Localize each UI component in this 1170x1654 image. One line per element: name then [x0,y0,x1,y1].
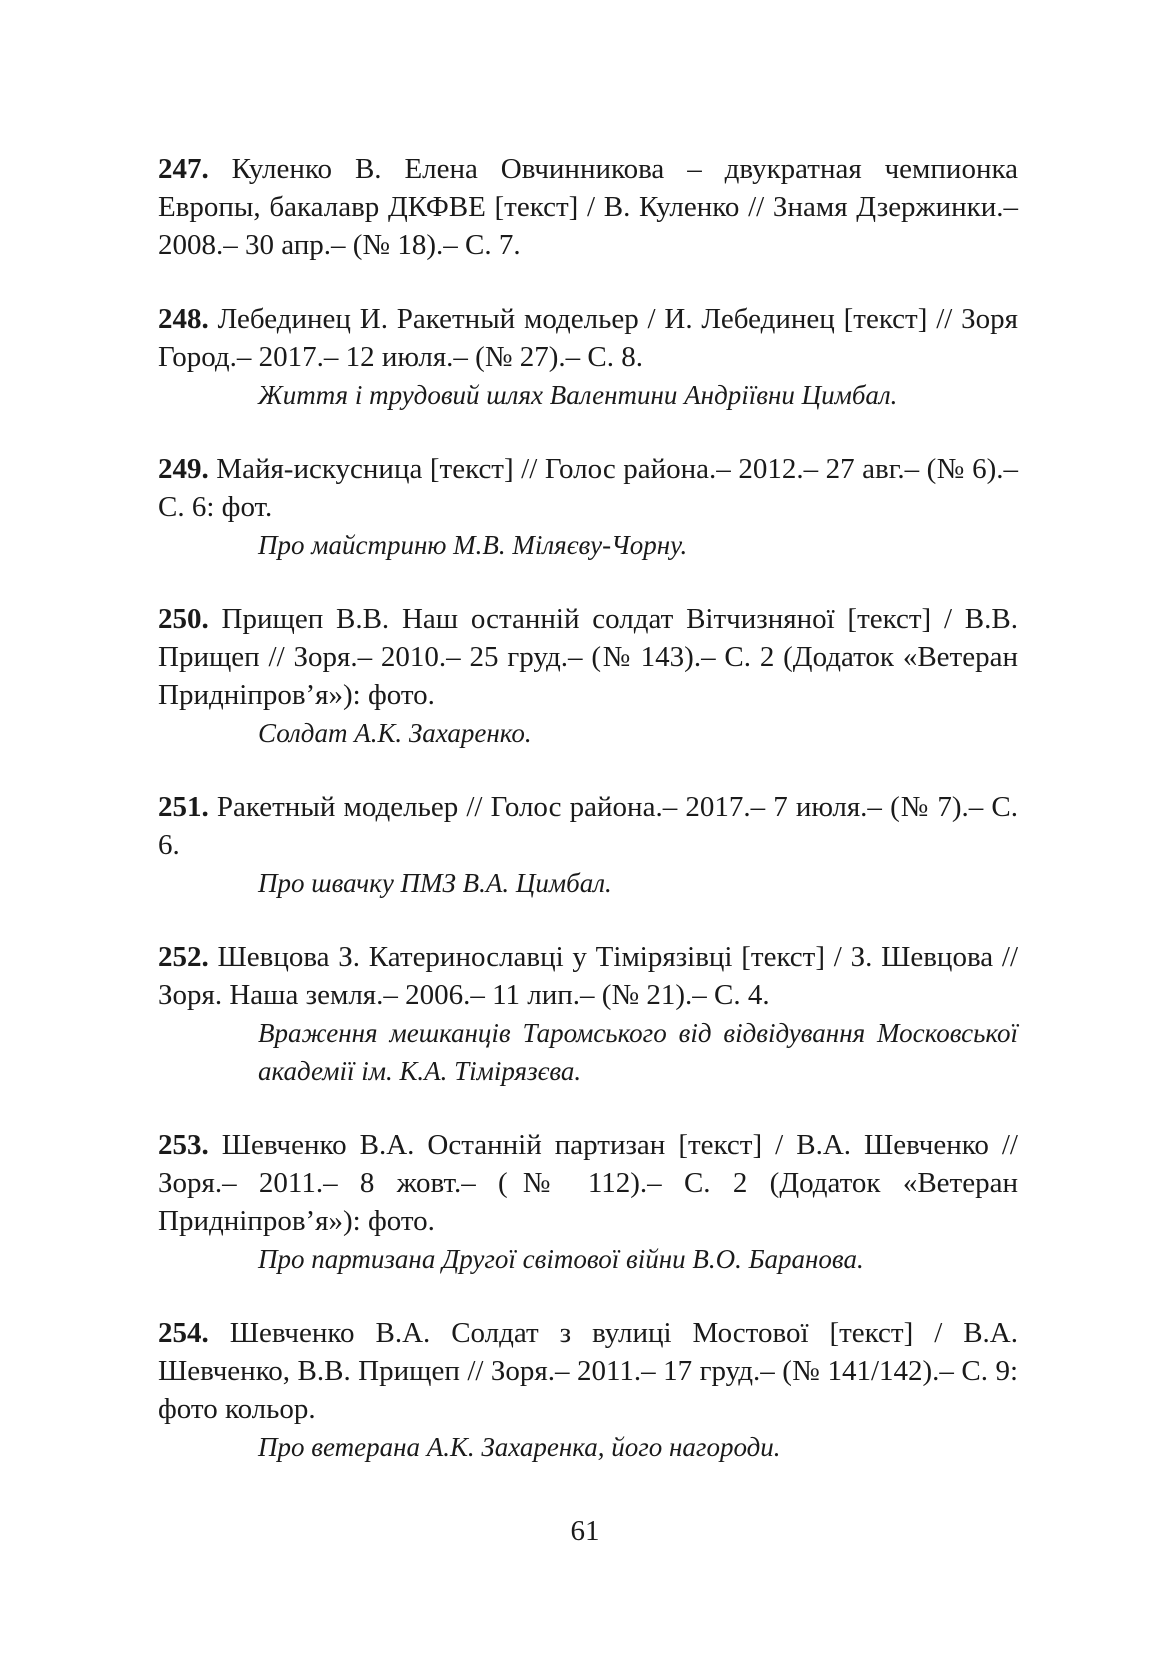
bibliography-entry-254 [158,1314,1018,1466]
entry-number: 249. [158,453,209,485]
entry-annotation: Про ветерана А.К. Захаренка, його нагороди. [258,1432,781,1462]
entry-description: Прищеп В.В. Наш останній солдат Вітчизняної [текст] / В.В. Прищеп // Зоря.– 2010.– 25 груд.– (№ 143).– С. 2 (Додаток «Ветеран Придніпров’я»): фото. [158,603,1018,711]
entry-text [158,450,1018,526]
entry-description: Лебединец И. Ракетный модельер / И. Лебединец [текст] // Зоря Город.– 2017.– 12 июля.– (№ 27).– С. 8. [158,303,1018,373]
entry-text [158,788,1018,864]
entry-number: 247. [158,153,209,185]
entry-description: Шевцова З. Катеринославці у Тімірязівці [текст] / З. Шевцова // Зоря. Наша земля.– 2006.– 11 лип.– (№ 21).– С. 4. [158,941,1018,1011]
bibliography-entry-252 [158,938,1018,1090]
entry-number: 250. [158,603,209,635]
bibliography-entry-248 [158,300,1018,414]
entry-number: 248. [158,303,209,335]
entry-text [158,600,1018,714]
entry-description: Ракетный модельер // Голос района.– 2017.– 7 июля.– (№ 7).– С. 6. [158,791,1018,861]
bibliography-entry-251 [158,788,1018,902]
entry-annotation: Солдат А.К. Захаренко. [258,718,532,748]
entry-annotation: Про швачку ПМЗ В.А. Цимбал. [258,868,612,898]
entry-number: 251. [158,791,209,823]
entry-annotation: Життя і трудовий шлях Валентини Андріївни Цимбал. [258,380,898,410]
entry-text [158,300,1018,376]
entry-number: 254. [158,1317,209,1349]
entry-annotation: Про партизана Другої світової війни В.О. Баранова. [258,1244,864,1274]
bibliography-entry-253 [158,1126,1018,1278]
bibliography-entry-249 [158,450,1018,564]
bibliography-list [158,150,1018,1502]
entry-annotation: Враження мешканців Таромського від відвідування Московської академії ім. К.А. Тімірязєва. [258,1018,1018,1086]
entry-text [158,938,1018,1014]
entry-description: Майя-искусница [текст] // Голос района.– 2012.– 27 авг.– (№ 6).– С. 6: фот. [158,453,1018,523]
entry-number: 253. [158,1129,209,1161]
entry-text [158,1126,1018,1240]
bibliography-entry-247 [158,150,1018,264]
page-number: 61 [570,1515,600,1547]
entry-description: Куленко В. Елена Овчинникова – двукратная чемпионка Европы, бакалавр ДКФВЕ [текст] / В. Куленко // Знамя Дзержинки.– 2008.– 30 апр.– (№ 18).– С. 7. [158,153,1018,261]
entry-description: Шевченко В.А. Солдат з вулиці Мостової [текст] / В.А. Шевченко, В.В. Прищеп // Зоря.– 2011.– 17 груд.– (№ 141/142).– С. 9: фото кольор. [158,1317,1018,1425]
bibliography-entry-250 [158,600,1018,752]
entry-text [158,150,1018,264]
entry-description: Шевченко В.А. Останній партизан [текст] / В.А. Шевченко // Зоря.– 2011.– 8 жовт.– (№ 112).– С. 2 (Додаток «Ветеран Придніпров’я»): фото. [158,1129,1018,1237]
entry-number: 252. [158,941,209,973]
entry-text [158,1314,1018,1428]
entry-annotation: Про майстриню М.В. Міляєву-Чорну. [258,530,688,560]
